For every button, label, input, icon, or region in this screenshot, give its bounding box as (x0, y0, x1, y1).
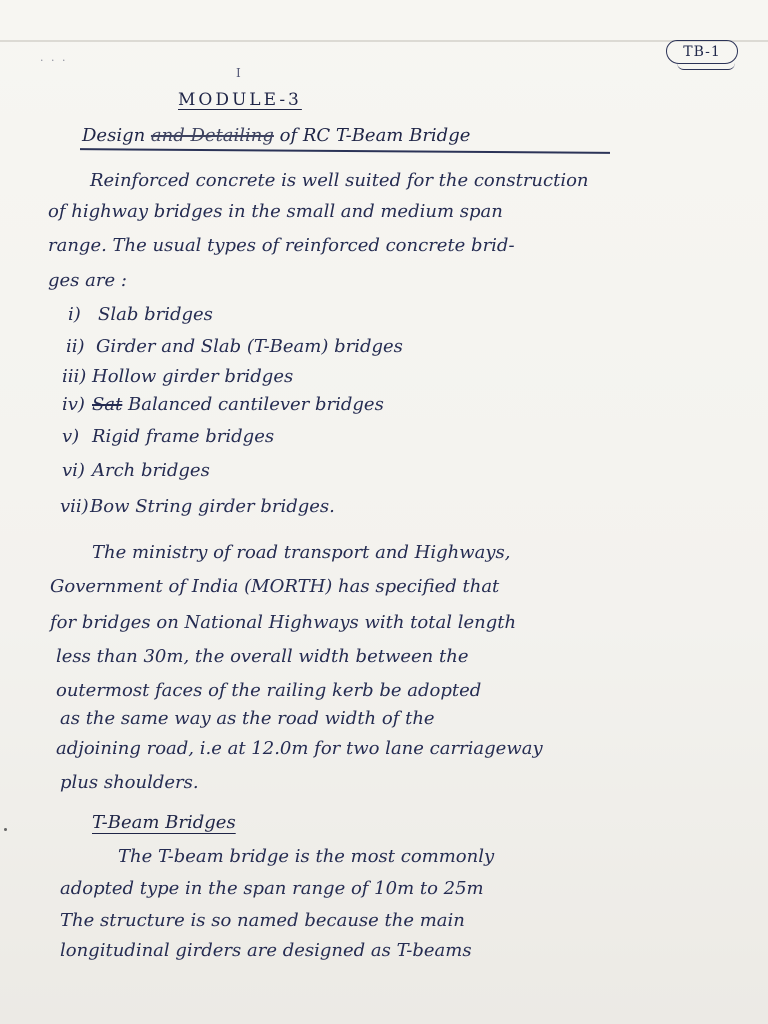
intro-line: of highway bridges in the small and medium span (48, 201, 503, 222)
list-item-label: Slab bridges (98, 304, 213, 325)
list-item (62, 460, 210, 481)
morth-line: The ministry of road transport and Highways, (92, 542, 511, 563)
list-item (68, 304, 213, 325)
list-item-struck: Sat (92, 394, 123, 415)
morth-line: for bridges on National Highways with total length (50, 612, 517, 633)
intro-line: ges are : (48, 270, 127, 291)
tbeam-line: adopted type in the span range of 10m to 25m (60, 878, 484, 899)
page-top-edge (0, 40, 768, 42)
subject-heading-struck: and Detailing (150, 125, 274, 146)
section-heading: T-Beam Bridges (92, 812, 236, 833)
list-item-number: vi) (62, 460, 85, 481)
list-item-number: i) (68, 304, 81, 325)
morth-line: Government of India (MORTH) has specified that (50, 576, 500, 597)
list-item-number: iv) (62, 394, 85, 415)
tick-mark: I (236, 66, 241, 80)
morth-line: adjoining road, i.e at 12.0m for two lane carriageway (56, 738, 543, 759)
subject-heading-post: of RC T-Beam Bridge (273, 125, 471, 146)
list-item-number: ii) (66, 336, 85, 357)
page-tag: TB-1 (666, 40, 738, 64)
morth-line: less than 30m, the overall width between the (56, 646, 469, 667)
tbeam-line: The structure is so named because the main (60, 910, 465, 931)
module-title: MODULE-3 (178, 90, 302, 110)
list-item-label: Hollow girder bridges (92, 366, 294, 387)
faint-scribble: · · · (40, 54, 68, 67)
list-item (62, 366, 293, 387)
intro-line: range. The usual types of reinforced concrete brid- (48, 235, 515, 256)
list-item-label: Girder and Slab (T-Beam) bridges (96, 336, 403, 357)
list-item-label: Arch bridges (92, 460, 210, 481)
list-item-label: Balanced cantilever bridges (122, 394, 384, 415)
list-item (62, 426, 274, 447)
tbeam-line: longitudinal girders are designed as T-beams (60, 940, 472, 961)
subject-heading (82, 125, 470, 146)
list-item (66, 336, 403, 357)
list-item (60, 496, 335, 517)
list-item-label: Bow String girder bridges. (90, 496, 335, 517)
subject-heading-pre: Design (82, 125, 151, 146)
list-item-label: Rigid frame bridges (92, 426, 275, 447)
list-item-number: iii) (62, 366, 87, 387)
morth-line: outermost faces of the railing kerb be adopted (56, 680, 482, 701)
tbeam-line: The T-beam bridge is the most commonly (118, 846, 495, 867)
list-item-number: vii) (60, 496, 89, 517)
morth-line: plus shoulders. (60, 772, 199, 793)
margin-dot (4, 828, 7, 831)
morth-line: as the same way as the road width of the (60, 708, 435, 729)
list-item-number: v) (62, 426, 80, 447)
list-item (62, 394, 384, 415)
intro-line: Reinforced concrete is well suited for the construction (90, 170, 589, 191)
subject-heading-underline (80, 148, 610, 154)
